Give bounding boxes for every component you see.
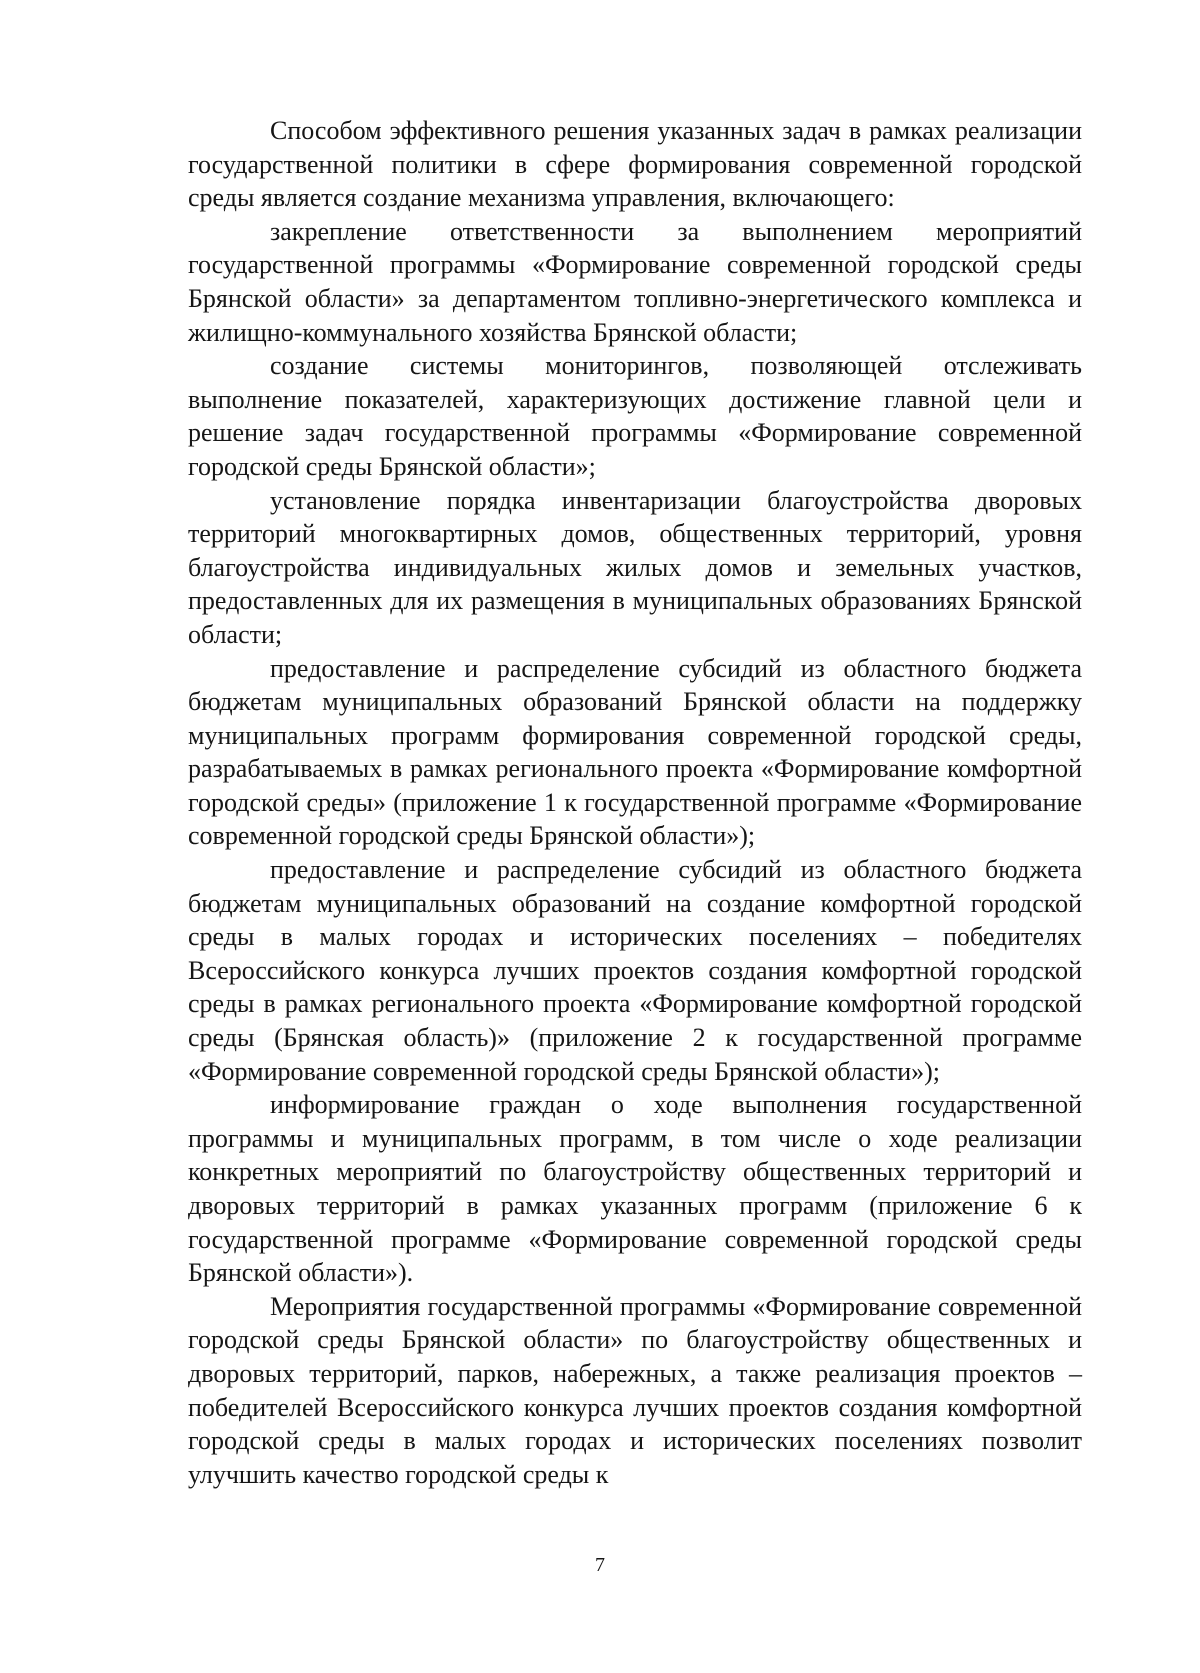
page-number: 7 xyxy=(595,1554,605,1576)
paragraph-3: создание системы мониторингов, позволяющей отслеживать выполнение показателей, характеризующих достижение главной цели и решение задач государственной программы «Формирование современной городской среды Брянской области»; xyxy=(188,351,1082,481)
document-body xyxy=(188,114,1082,1491)
paragraph-7: информирование граждан о ходе выполнения государственной программы и муниципальных программ, в том числе о ходе реализации конкретных мероприятий по благоустройству общественных территорий и дворовых территорий в рамках указанных программ (приложение 6 к государственной программе «Формирование современной городской среды Брянской области»). xyxy=(188,1090,1082,1288)
paragraph-6: предоставление и распределение субсидий из областного бюджета бюджетам муниципальных образований на создание комфортной городской среды в малых городах и исторических поселениях – победителях Всероссийского конкурса лучших проектов создания комфортной городской среды в рамках регионального проекта «Формирование комфортной городской среды (Брянская область)» (приложение 2 к государственной программе «Формирование современной городской среды Брянской области»); xyxy=(188,855,1082,1086)
paragraph-5: предоставление и распределение субсидий из областного бюджета бюджетам муниципальных образований Брянской области на поддержку муниципальных программ формирования современной городской среды, разрабатываемых в рамках регионального проекта «Формирование комфортной городской среды» (приложение 1 к государственной программе «Формирование современной городской среды Брянской области»); xyxy=(188,653,1082,851)
paragraph-8: Мероприятия государственной программы «Формирование современной городской среды Брянской области» по благоустройству общественных и дворовых территорий, парков, набережных, а также реализация проектов – победителей Всероссийского конкурса лучших проектов создания комфортной городской среды в малых городах и исторических поселениях позволит улучшить качество городской среды к xyxy=(188,1291,1082,1489)
paragraph-1: Способом эффективного решения указанных задач в рамках реализации государственной политики в сфере формирования современной городской среды является создание механизма управления, включающего: xyxy=(188,116,1082,213)
paragraph-4: установление порядка инвентаризации благоустройства дворовых территорий многоквартирных домов, общественных территорий, уровня благоустройства индивидуальных жилых домов и земельных участков, предоставленных для их размещения в муниципальных образованиях Брянской области; xyxy=(188,485,1082,649)
paragraph-2: закрепление ответственности за выполнением мероприятий государственной программы «Формирование современной городской среды Брянской области» за департаментом топливно-энергетического комплекса и жилищно-коммунального хозяйства Брянской области; xyxy=(188,216,1082,347)
